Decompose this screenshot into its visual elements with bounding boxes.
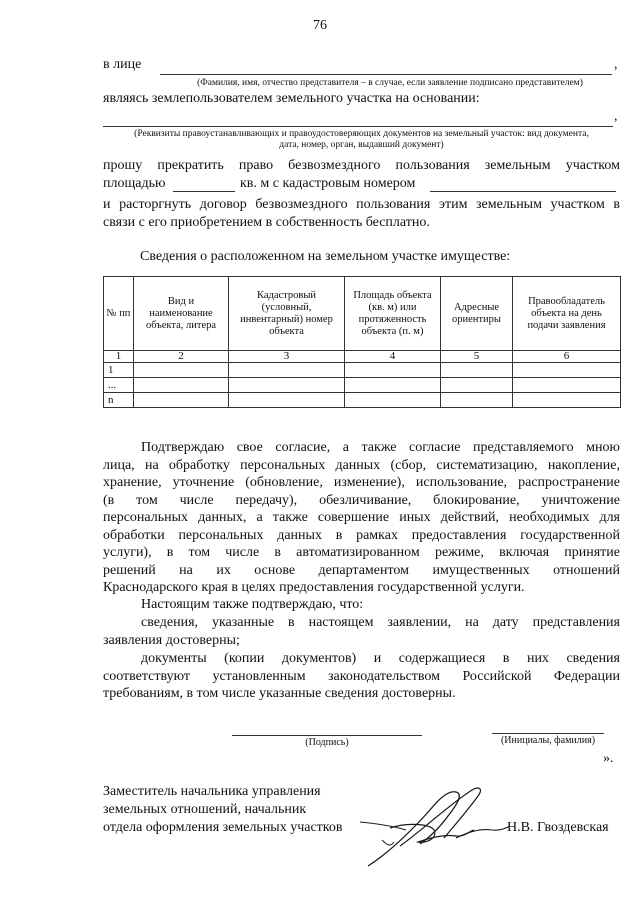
consent-line: (в том числе передачу), обезличивание, блокирование, уничтожение — [103, 492, 620, 508]
column-number-cell: 2 — [134, 351, 229, 363]
table-row — [104, 363, 621, 378]
table-cell[interactable] — [441, 363, 513, 378]
info-paragraph — [103, 614, 620, 649]
initials-field[interactable] — [492, 733, 604, 734]
closing-quote: ». — [603, 751, 614, 766]
representative-name-field[interactable] — [160, 74, 612, 75]
consent-line: Подтверждаю свое согласие, а также согласие представляемого мною — [141, 440, 620, 455]
handwritten-signature-icon — [360, 782, 510, 872]
documents-paragraph — [103, 650, 620, 703]
consent-line: услуги), в том числе в автоматизированном режиме, включая принятие — [103, 545, 620, 560]
in-person-label: в лице — [103, 57, 142, 72]
table-cell[interactable] — [345, 378, 441, 393]
table-cell[interactable] — [513, 378, 621, 393]
area-unit: кв. м с кадастровым номером — [240, 176, 416, 191]
table-cell[interactable] — [229, 393, 345, 408]
row-number-cell: 1 — [104, 363, 134, 378]
table-cell[interactable] — [345, 393, 441, 408]
table-cell[interactable] — [229, 378, 345, 393]
consent-line: лица, на обработку персональных данных (сбор, систематизацию, накопление, — [103, 457, 620, 473]
table-cell[interactable] — [134, 378, 229, 393]
table-cell[interactable] — [345, 363, 441, 378]
consent-line: персональных данных, а также совершение иных действий, необходимых для — [103, 510, 620, 525]
header-cell-address: Адресные ориентиры — [441, 277, 513, 351]
terminate-line-2: связи с его приобретением в собственность бесплатно. — [103, 215, 430, 230]
consent-line: Краснодарского края в целях предоставления государственной услуги. — [103, 580, 525, 595]
header-cell-area: Площадь объекта (кв. м) или протяженность объекта (п. м) — [345, 277, 441, 351]
land-user-text: являясь землепользователем земельного участка на основании: — [103, 91, 480, 106]
comma-1: , — [614, 57, 618, 72]
table-cell[interactable] — [441, 378, 513, 393]
info-line: сведения, указанные в настоящем заявлении, на дату представления — [141, 615, 620, 630]
table-row — [104, 393, 621, 408]
table-row — [104, 378, 621, 393]
row-number-cell: ... — [104, 378, 134, 393]
info-line: заявления достоверны; — [103, 632, 240, 648]
documents-line: документы (копии документов) и содержащиеся в них сведения — [141, 651, 620, 666]
documents-line: соответствуют установленным законодательством Российской Федерации — [103, 668, 620, 684]
header-cell-cadastral: Кадастровый (условный, инвентарный) номер объекта — [229, 277, 345, 351]
caption-representative-name: (Фамилия, имя, отчество представителя – в случае, если заявление подписано представителем) — [197, 78, 583, 88]
consent-line: обработки персональных данных в рамках предоставления государственной — [103, 527, 620, 543]
column-number-cell: 3 — [229, 351, 345, 363]
consent-paragraph — [103, 439, 620, 597]
official-name: Н.В. Гвоздевская — [507, 820, 609, 835]
official-position-line3: отдела оформления земельных участков — [103, 820, 343, 835]
header-cell-owner: Правообладатель объекта на день подачи заявления — [513, 277, 621, 351]
documents-field[interactable] — [103, 126, 613, 127]
table-cell[interactable] — [441, 393, 513, 408]
table-cell[interactable] — [513, 393, 621, 408]
request-line-1: прошу прекратить право безвозмездного пользования земельным участком — [103, 158, 620, 173]
page-number: 76 — [313, 18, 327, 33]
comma-2: , — [614, 109, 618, 124]
official-position-line1: Заместитель начальника управления — [103, 784, 321, 799]
header-cell-number: № пп — [104, 277, 134, 351]
property-table — [103, 276, 621, 408]
table-cell[interactable] — [513, 363, 621, 378]
header-cell-type: Вид и наименование объекта, литера — [134, 277, 229, 351]
column-number-cell: 4 — [345, 351, 441, 363]
column-number-cell: 6 — [513, 351, 621, 363]
table-cell[interactable] — [134, 393, 229, 408]
area-field[interactable] — [173, 191, 235, 192]
column-number-cell: 1 — [104, 351, 134, 363]
cadastral-number-field[interactable] — [430, 191, 616, 192]
consent-line: решений на их основе департаментом имущественных отношений — [103, 562, 620, 578]
signature-caption: (Подпись) — [305, 737, 349, 748]
signature-field[interactable] — [232, 735, 422, 736]
caption-documents-line1: (Реквизиты правоустанавливающих и правоудостоверяющих документов на земельный участок: вид документа, — [134, 129, 589, 139]
area-label: площадью — [103, 176, 166, 191]
row-number-cell: n — [104, 393, 134, 408]
also-confirm-text: Настоящим также подтверждаю, что: — [141, 597, 364, 612]
table-title: Сведения о расположенном на земельном участке имуществе: — [140, 249, 511, 264]
official-position-line2: земельных отношений, начальник — [103, 802, 307, 817]
table-cell[interactable] — [134, 363, 229, 378]
consent-line: хранение, уточнение (обновление, изменение), использование, распространение — [103, 475, 620, 490]
terminate-line-1: и расторгнуть договор безвозмездного пользования этим земельным участком в — [103, 197, 620, 212]
caption-documents-line2: дата, номер, орган, выдавший документ) — [279, 140, 444, 150]
initials-caption: (Инициалы, фамилия) — [500, 735, 596, 746]
documents-line: требованиям, в том числе указанные сведения достоверны. — [103, 686, 456, 701]
column-number-cell: 5 — [441, 351, 513, 363]
table-cell[interactable] — [229, 363, 345, 378]
